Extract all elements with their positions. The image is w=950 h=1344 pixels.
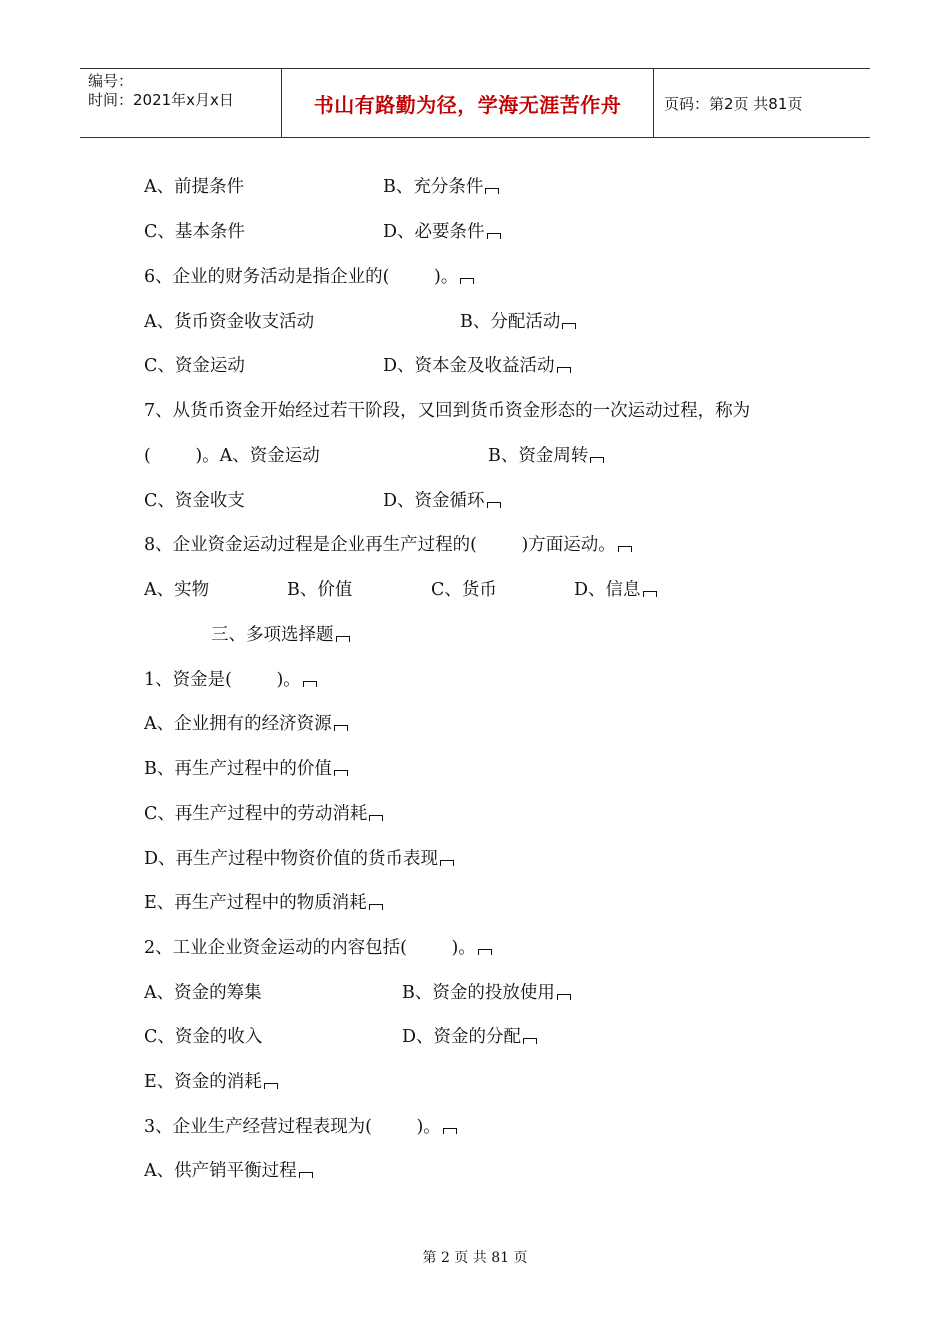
question-line: 2、工业企业资金运动的内容包括( )。 — [144, 936, 492, 960]
paragraph-mark-icon — [369, 815, 383, 821]
question-line: 6、企业的财务活动是指企业的( )。 — [144, 265, 474, 289]
paragraph-mark-icon — [590, 457, 604, 463]
option-line: A、实物 — [144, 580, 210, 600]
paragraph-mark-icon — [478, 949, 492, 955]
option-line: E、资金的消耗 — [144, 1070, 278, 1094]
paragraph-mark-icon — [487, 233, 501, 239]
question-line: 1、资金是( )。 — [144, 668, 317, 692]
option-line: A、资金的筹集 — [144, 983, 262, 1003]
option-line: A、企业拥有的经济资源 — [144, 712, 348, 736]
option-line: D、必要条件 — [383, 220, 501, 244]
paragraph-mark-icon — [487, 502, 501, 508]
paragraph-mark-icon — [485, 188, 499, 194]
paragraph-mark-icon — [557, 367, 571, 373]
option-line: D、资金循环 — [383, 489, 501, 513]
option-line: C、资金收支 — [144, 491, 245, 511]
option-line: C、资金运动 — [144, 356, 245, 376]
option-line: B、资金的投放使用 — [402, 981, 571, 1005]
option-line: C、基本条件 — [144, 222, 245, 242]
paragraph-mark-icon — [336, 636, 350, 642]
option-line: B、分配活动 — [460, 310, 576, 334]
paragraph-mark-icon — [562, 323, 576, 329]
paragraph-mark-icon — [443, 1128, 457, 1134]
page-header — [80, 68, 870, 138]
paragraph-mark-icon — [334, 725, 348, 731]
option-line: C、货币 — [431, 580, 497, 600]
option-line: B、充分条件 — [383, 175, 499, 199]
paragraph-mark-icon — [303, 681, 317, 687]
paragraph-mark-icon — [440, 860, 454, 866]
option-line: A、前提条件 — [144, 177, 245, 197]
option-line: B、再生产过程中的价值 — [144, 757, 348, 781]
paragraph-mark-icon — [618, 546, 632, 552]
question-line: 3、企业生产经营过程表现为( )。 — [144, 1115, 457, 1139]
option-line: D、再生产过程中物资价值的货币表现 — [144, 847, 454, 871]
option-line: ( )。A、资金运动 — [144, 446, 320, 466]
header-motto: 书山有路勤为径，学海无涯苦作舟 — [282, 69, 654, 137]
header-number-label: 编号： — [88, 72, 134, 90]
question-line: 7、从货币资金开始经过若干阶段，又回到货币资金形态的一次运动过程，称为 — [144, 401, 751, 421]
paragraph-mark-icon — [299, 1172, 313, 1178]
option-line: D、信息 — [574, 578, 657, 602]
paragraph-mark-icon — [557, 994, 571, 1000]
paragraph-mark-icon — [460, 278, 474, 284]
paragraph-mark-icon — [643, 591, 657, 597]
paragraph-mark-icon — [523, 1038, 537, 1044]
paragraph-mark-icon — [369, 904, 383, 910]
section-heading: 三、多项选择题 — [211, 623, 350, 647]
option-line: A、供产销平衡过程 — [144, 1159, 313, 1183]
header-date: 时间：2021年x月x日 — [88, 91, 234, 109]
header-page-info: 页码：第2页 共81页 — [664, 94, 803, 113]
paragraph-mark-icon — [334, 770, 348, 776]
option-line: B、资金周转 — [488, 444, 604, 468]
question-line: 8、企业资金运动过程是企业再生产过程的( )方面运动。 — [144, 533, 632, 557]
paragraph-mark-icon — [264, 1083, 278, 1089]
option-line: A、货币资金收支活动 — [144, 312, 315, 332]
option-line: C、资金的收入 — [144, 1027, 263, 1047]
option-line: C、再生产过程中的劳动消耗 — [144, 802, 383, 826]
header-left-cell — [80, 69, 282, 137]
option-line: E、再生产过程中的物质消耗 — [144, 891, 383, 915]
page-footer: 第 2 页 共 81 页 — [422, 1250, 528, 1266]
option-line: B、价值 — [287, 580, 353, 600]
option-line: D、资本金及收益活动 — [383, 354, 571, 378]
option-line: D、资金的分配 — [402, 1025, 537, 1049]
